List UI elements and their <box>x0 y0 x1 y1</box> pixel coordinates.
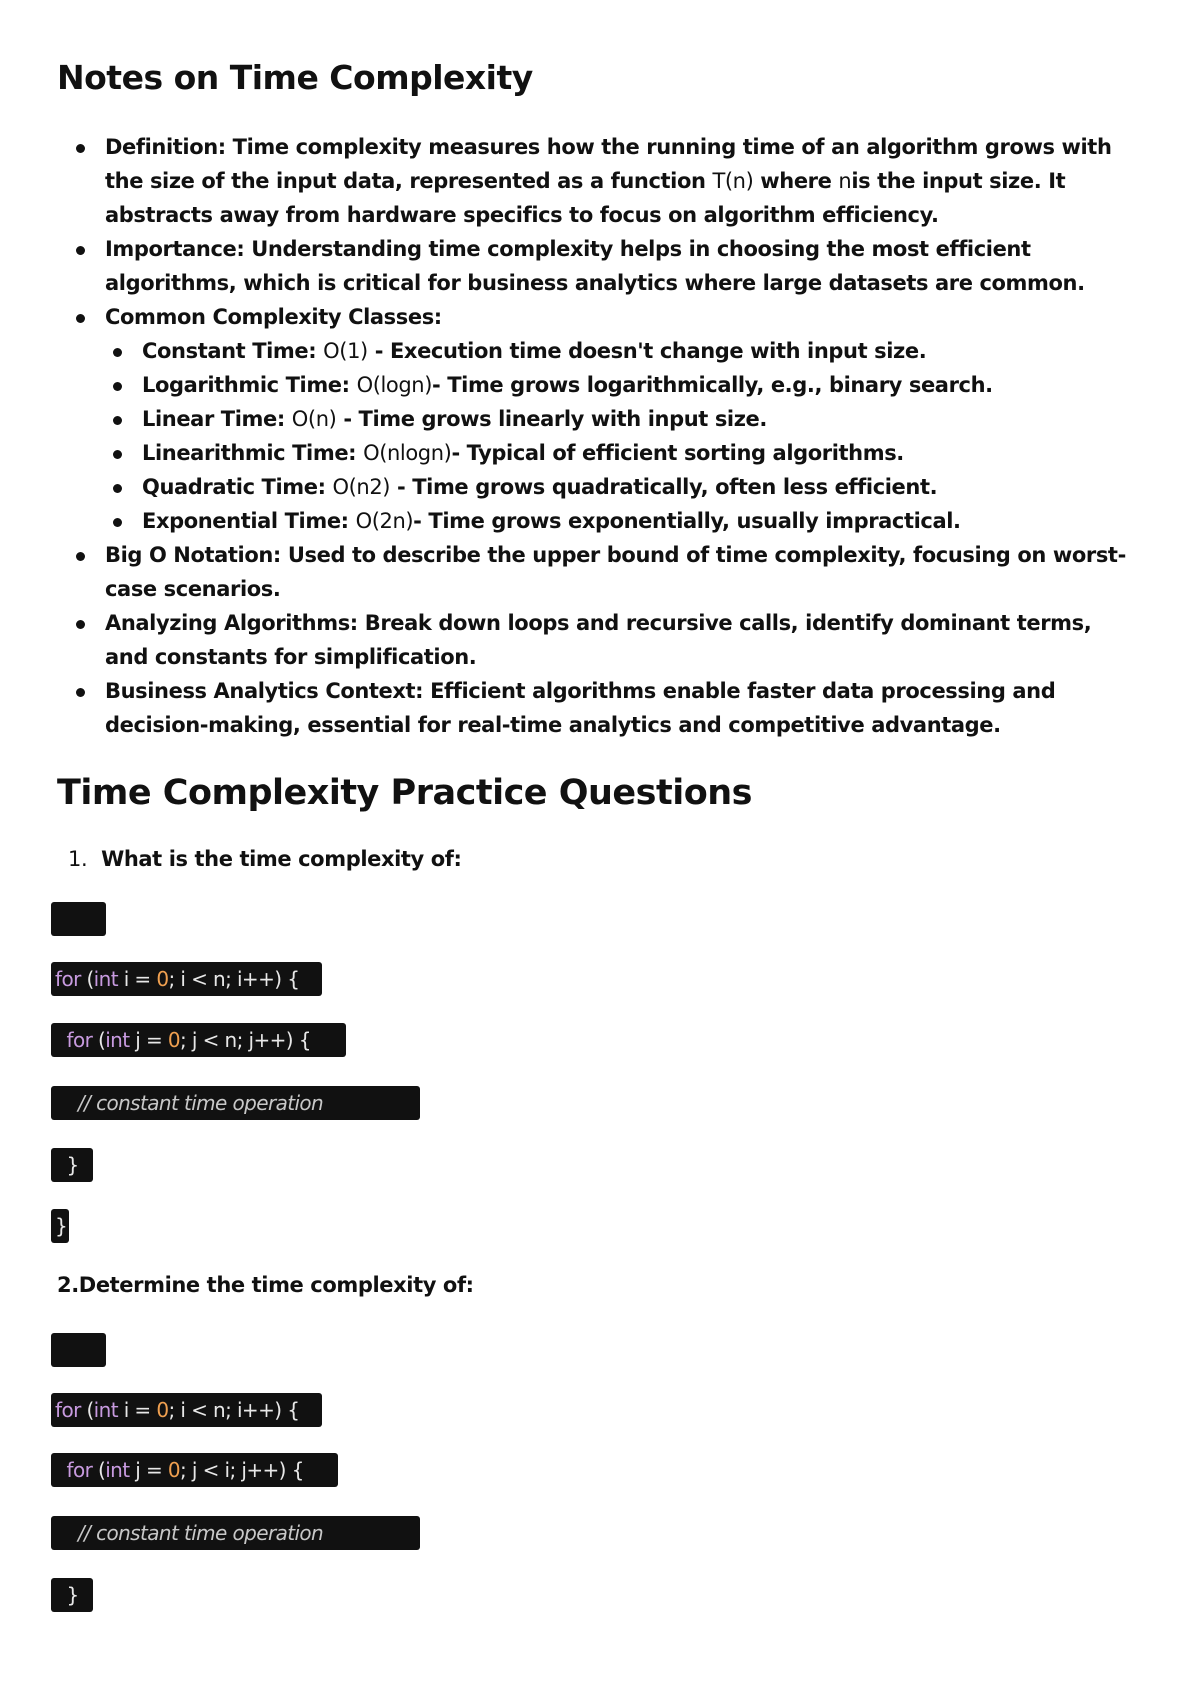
analyzing-text: Analyzing Algorithms: Break down loops and recursive calls, identify dominant terms, and constants for simplification. <box>105 611 1092 669</box>
list-item-definition <box>0 130 1200 232</box>
class-label: Linearithmic Time: <box>142 441 364 465</box>
code-token: j = <box>129 1028 168 1052</box>
notes-list <box>0 130 1200 742</box>
business-text: Business Analytics Context: Efficient algorithms enable faster data processing and decision-making, essential for real-time analytics and competitive advantage. <box>105 679 1056 737</box>
code-token: ( <box>80 967 94 991</box>
code-line-empty <box>51 1333 106 1367</box>
keyword: int <box>93 967 118 991</box>
class-math: O(1) <box>323 339 368 363</box>
class-item-quadratic <box>0 470 1200 504</box>
code-line-comment <box>51 1516 420 1550</box>
list-item-big-o <box>0 538 1200 606</box>
class-label: Linear Time: <box>142 407 292 431</box>
code-line-inner-loop <box>51 1453 338 1487</box>
code-line-close-inner <box>51 1148 93 1182</box>
class-item-exponential <box>0 504 1200 538</box>
code-token: ; i < n; i++) { <box>168 967 300 991</box>
list-item-analyzing <box>0 606 1200 674</box>
class-math: O(logn) <box>356 373 432 397</box>
classes-heading: Common Complexity Classes: <box>105 305 442 329</box>
code-token: i = <box>117 1398 157 1422</box>
code-token: } <box>55 1214 68 1238</box>
bullet-icon <box>113 382 122 391</box>
code-line-inner-loop <box>51 1023 346 1057</box>
class-desc: - Time grows linearly with input size. <box>336 407 767 431</box>
list-item-business <box>0 674 1200 742</box>
class-math: O(2n) <box>355 509 414 533</box>
definition-mid: where <box>753 169 839 193</box>
code-line-outer-loop <box>51 1393 322 1427</box>
bullet-icon <box>113 518 122 527</box>
code-token: ; j < i; j++) { <box>179 1458 304 1482</box>
bullet-icon <box>113 416 122 425</box>
bullet-icon <box>113 450 122 459</box>
practice-title: Time Complexity Practice Questions <box>57 773 752 813</box>
code-indent <box>55 1458 67 1482</box>
class-math: O(n) <box>291 407 337 431</box>
code-token: i = <box>117 967 157 991</box>
code-token: ( <box>80 1398 94 1422</box>
code-line-comment <box>51 1086 420 1120</box>
big-o-text: Big O Notation: Used to describe the upper bound of time complexity, focusing on worst-case scenarios. <box>105 543 1126 601</box>
code-comment: // constant time operation <box>55 1521 324 1545</box>
notes-title: Notes on Time Complexity <box>57 58 533 97</box>
number-literal: 0 <box>167 1458 180 1482</box>
keyword: for <box>55 967 81 991</box>
class-item-logarithmic <box>0 368 1200 402</box>
bullet-icon <box>76 688 85 697</box>
class-label: Quadratic Time: <box>142 475 333 499</box>
class-label: Logarithmic Time: <box>142 373 357 397</box>
question-2 <box>57 1273 474 1297</box>
class-math: O(n2) <box>332 475 391 499</box>
code-token: } <box>55 1583 79 1607</box>
code-comment: // constant time operation <box>55 1091 324 1115</box>
keyword: int <box>105 1028 130 1052</box>
code-line-empty <box>51 902 106 936</box>
class-label: Exponential Time: <box>142 509 356 533</box>
class-item-linearithmic <box>0 436 1200 470</box>
list-item-importance <box>0 232 1200 300</box>
keyword: for <box>66 1458 93 1482</box>
code-indent <box>55 1028 67 1052</box>
bullet-icon <box>76 552 85 561</box>
code-token: ; j < n; j++) { <box>179 1028 311 1052</box>
class-label: Constant Time: <box>142 339 324 363</box>
code-token: ( <box>92 1028 106 1052</box>
keyword: int <box>105 1458 130 1482</box>
bullet-icon <box>76 620 85 629</box>
math-n: n <box>838 169 852 193</box>
code-line-close-inner <box>51 1578 93 1612</box>
class-desc: - Time grows logarithmically, e.g., binary search. <box>432 373 993 397</box>
question-number: 1. <box>68 847 88 871</box>
class-desc: - Time grows exponentially, usually impractical. <box>413 509 961 533</box>
number-literal: 0 <box>167 1028 180 1052</box>
number-literal: 0 <box>156 967 169 991</box>
question-text: 2.Determine the time complexity of: <box>57 1273 474 1297</box>
code-line-outer-loop <box>51 962 322 996</box>
definition-post: is the input size. It abstracts away from hardware specifics to focus on algorithm efficiency. <box>105 169 1066 227</box>
question-text: What is the time complexity of: <box>101 847 462 871</box>
bullet-icon <box>113 348 122 357</box>
list-item-classes <box>0 300 1200 334</box>
class-item-linear <box>0 402 1200 436</box>
importance-text: Importance: Understanding time complexity helps in choosing the most efficient algorithms, which is critical for business analytics where large datasets are common. <box>105 237 1085 295</box>
class-desc: - Execution time doesn't change with input size. <box>367 339 927 363</box>
definition-text: Definition: Time complexity measures how the running time of an algorithm grows with the size of the input data, represented as a function <box>105 135 1112 193</box>
code-token: ( <box>92 1458 106 1482</box>
question-1 <box>68 847 462 871</box>
code-token: } <box>55 1153 79 1177</box>
number-literal: 0 <box>156 1398 169 1422</box>
bullet-icon <box>113 484 122 493</box>
code-token: ; i < n; i++) { <box>168 1398 300 1422</box>
keyword: for <box>66 1028 93 1052</box>
code-line-close-outer <box>51 1209 69 1243</box>
class-desc: - Time grows quadratically, often less efficient. <box>390 475 938 499</box>
class-math: O(nlogn) <box>363 441 452 465</box>
bullet-icon <box>76 314 85 323</box>
code-token: j = <box>129 1458 168 1482</box>
keyword: for <box>55 1398 81 1422</box>
math-tn: T(n) <box>712 169 754 193</box>
bullet-icon <box>76 144 85 153</box>
class-item-constant <box>0 334 1200 368</box>
class-desc: - Typical of efficient sorting algorithms. <box>451 441 904 465</box>
keyword: int <box>93 1398 118 1422</box>
bullet-icon <box>76 246 85 255</box>
